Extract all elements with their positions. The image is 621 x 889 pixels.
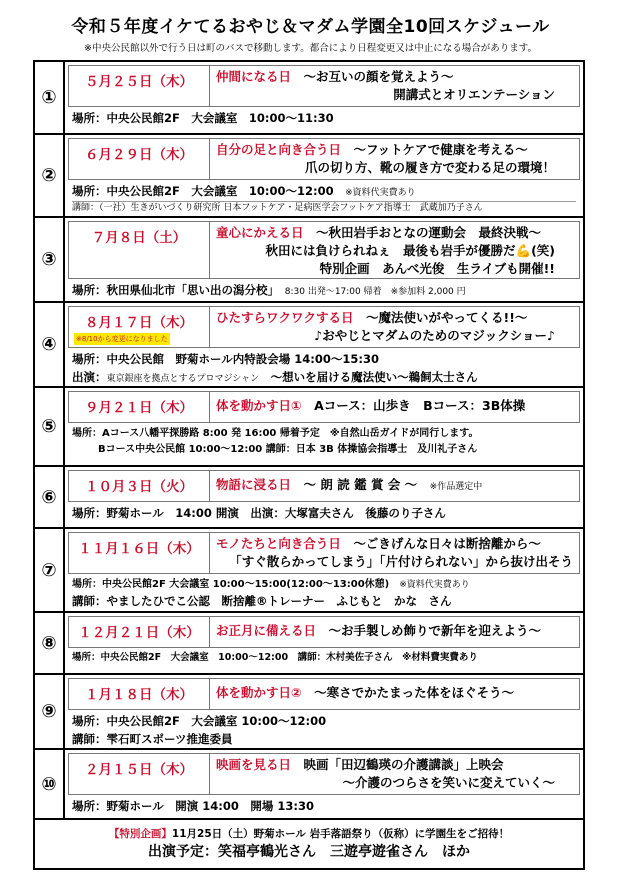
session-number: ① [35,62,65,133]
session-place: 場所：中央公民館2F 大会議室 10:00～12:00 [72,714,327,728]
session-number: ④ [35,303,65,386]
session-date: １１月１６日（木） [69,533,210,573]
session-detail: 秋田には負けられねぇ 最後も岩手が優勝だ💪(笑) [265,243,555,259]
session-place-b: Bコース中央公民館 10:00～12:00 講師：日本 3B 体操協会指導士 及川礼子さん [98,443,478,455]
session-date: １月１８日（木） [69,679,210,709]
session-row-9 [35,675,583,750]
session-row-5 [35,388,583,467]
schedule-table [33,60,585,870]
session-performer: ～想いを届ける魔法使い～鵜飼太士さん [270,369,478,384]
session-subtitle: ～寒さでかたまった体をほぐそう～ [314,685,515,700]
special-event [35,820,583,868]
session-number: ⑩ [35,750,65,818]
session-place: 場所：野菊ホール 開演 14:00 開場 13:30 [72,799,314,813]
session-instructor: 講師：（一社）生きがいづくり研究所 日本フットケア・足病医学会フットケア指導士 武蔵加乃子さん [72,201,576,216]
session-place: 場所：Aコース八幡平探勝路 8:00 発 16:00 帰着予定 ※自然山岳ガイドが同行します。 [72,428,479,439]
session-detail: ～介護のつらさを笑いに変えていく～ [342,775,555,791]
session-detail: 爪の切り方、靴の履き方で変わる足の環境！ [304,160,555,176]
session-place: 場所：中央公民館2F 大会議室 10:00～11:30 [72,111,334,125]
session-row-10 [35,750,583,820]
session-row-8 [35,613,583,675]
performer-label: 出演： [72,369,107,384]
session-subtitle: ～お手製しめ飾りで新年を迎えよう～ [328,623,542,638]
session-place-note: ※資料代実費あり [399,580,470,590]
session-place: 場所：野菊ホール 14:00 開演 出演：大塚富夫さん 後藤のり子さん [72,506,446,520]
session-theme: 物語に浸る日 [216,477,292,492]
page-title: 令和５年度イケてるおやじ＆マダム学園全10回スケジュール [71,17,550,37]
session-instructor: 講師：雫石町スポーツ推進委員 [72,731,233,746]
session-place-note: 8:30 出発～17:00 帰着 ※参加料 2,000 円 [284,287,466,297]
session-subtitle: ～ 朗 読 鑑 賞 会 ～ [303,477,418,492]
session-number: ⑤ [35,388,65,465]
page-note: ※中央公民館以外で行う日は町のバスで移動します。都合により日程変更又は中止になる場合があります。 [84,43,537,54]
session-detail: ♪おやじとマダムのためのマジックショー♪ [314,328,555,344]
session-theme: 自分の足と向き合う日 [216,142,342,157]
session-place: 場所：中央公民館 野菊ホール内特設会場 14:00～15:30 [72,352,379,366]
session-row-3 [35,218,583,303]
session-number: ⑧ [35,613,65,673]
session-theme: ひたすらワクワクする日 [216,310,354,325]
session-subtitle: ～お互いの顔を覚えよう～ [303,69,454,84]
session-place: 場所：中央公民館2F 大会議室 10:00～15:00(12:00～13:00休憩) [72,579,390,590]
session-subtitle: Aコース：山歩き Bコース：3B体操 [314,398,526,413]
session-row-4 [35,303,583,388]
special-performers: 出演予定：笑福亭鶴光さん 三遊亭遊雀さん ほか [148,844,470,861]
date-change-note: ※8/10から変更になりました [76,335,168,343]
session-place: 場所：秋田県仙北市「思い出の潟分校」 [72,283,274,297]
session-place-note: ※資料代実費あり [345,188,416,198]
session-row-6 [35,467,583,529]
session-number: ⑦ [35,529,65,611]
session-special: 特別企画 あんべ光俊 生ライブも開催!! [319,261,555,277]
session-subtitle: ～ごきげんな日々は断捨離から～ [353,536,541,551]
session-number: ⑥ [35,467,65,527]
session-number: ⑨ [35,675,65,748]
session-date: ５月２５日（木） [69,66,210,106]
session-number: ② [35,135,65,216]
session-subtitle: ～フットケアで健康を考える～ [353,142,528,157]
session-subtitle: ～魔法使いがやってくる!!～ [366,310,528,325]
performer-note: 東京銀座を拠点とするプロマジシャン [106,373,260,384]
session-date: ６月２９日（木） [69,139,210,179]
special-detail: 11月25日（土）野菊ホール 岩手落語祭り（仮称）に学園生をご招待！ [171,828,510,840]
session-row-7 [35,529,583,613]
session-theme: モノたちと向き合う日 [216,536,341,551]
session-theme: 映画を見る日 [216,757,292,772]
session-theme: 仲間になる日 [216,69,292,84]
session-subtitle-note: ※作品選定中 [429,482,483,492]
session-subtitle: ～秋田岩手おとなの運動会 最終決戦～ [316,225,542,240]
session-detail: 「すぐ散らかってしまう」「片付けられない」から抜け出そう [229,554,573,570]
session-subtitle: 映画「田辺鶴瑛の介護講談」上映会 [303,757,504,772]
session-theme: お正月に備える日 [216,623,317,638]
session-date: ８月１７日（木） [85,315,193,331]
session-detail: 開講式とオリエンテーション [393,87,555,103]
session-row-1 [35,62,583,135]
session-instructor: 講師：やましたひでこ公認 断捨離®トレーナー ふじもと かな さん [72,593,452,608]
session-theme: 体を動かす日② [216,685,302,700]
session-date: ９月２１日（木） [69,392,210,422]
session-row-2 [35,135,583,218]
session-date: ７月８日（土） [69,222,210,278]
session-date: １０月３日（火） [69,471,210,501]
session-date: ２月１５日（木） [69,754,210,794]
session-number: ③ [35,218,65,301]
session-place: 場所：中央公民館2F 大会議室 10:00～12:00 講師：木村美佐子さん ※材料費実費あり [72,652,478,663]
session-place: 場所：中央公民館2F 大会議室 10:00～12:00 [72,184,334,198]
session-theme: 体を動かす日① [216,398,302,413]
special-label: 【特別企画】 [108,828,172,840]
session-theme: 童心にかえる日 [216,225,304,240]
session-date: １２月２１日（木） [69,617,210,647]
